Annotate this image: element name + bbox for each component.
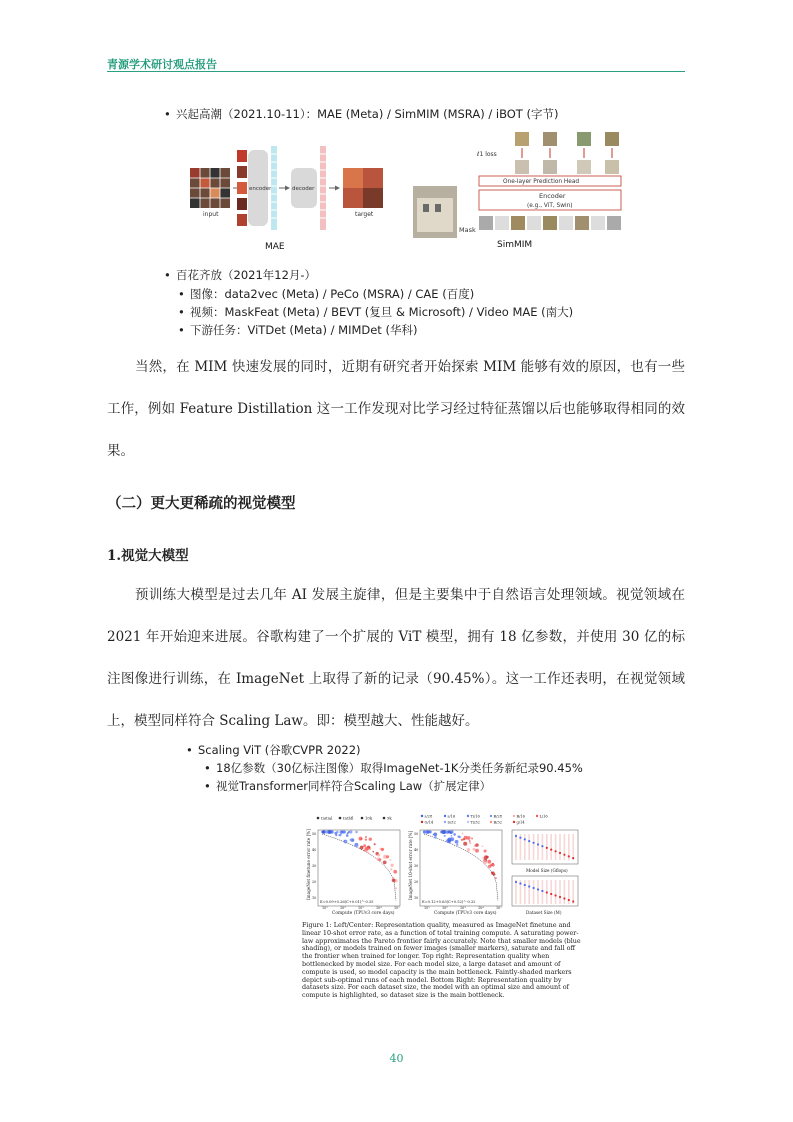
legend-b-label: L/16 (539, 814, 548, 819)
bullet-scaling-vit: • Scaling ViT (谷歌CVPR 2022) (186, 743, 361, 757)
data-point (461, 839, 463, 841)
running-header: 青源学术研讨观点报告 (107, 58, 217, 71)
data-point (350, 839, 353, 842)
bullet-image-text: 图像：data2vec (Meta) / PeCo (MSRA) / CAE (百度) (190, 287, 475, 301)
y-tick-label: 40 (312, 848, 317, 852)
bullet-video-text: 视频：MaskFeat (Meta) / BEVT (复旦 & Microsoft) / Video MAE (南大) (190, 305, 574, 319)
data-point (369, 838, 372, 841)
mae-input-grid (190, 168, 230, 208)
legend-a-marker (339, 817, 342, 820)
data-point (377, 854, 380, 857)
simmim-top-images (515, 132, 619, 174)
legend-right (421, 814, 549, 824)
legend-a-label: Initial (321, 815, 333, 821)
legend-b-label: s/16 (447, 814, 456, 819)
legend-a-label: Intbfl (343, 815, 354, 821)
bullet-downstream-text: 下游任务：ViTDet (Meta) / MIMDet (华科) (190, 323, 418, 337)
data-point (555, 850, 557, 852)
data-point (495, 877, 497, 879)
panel-10shot-frame (420, 830, 502, 906)
header-rule (107, 71, 685, 72)
data-point (365, 836, 367, 838)
data-point (555, 894, 557, 896)
mae-patch-column (237, 150, 247, 226)
mae-decoder-label: decoder (292, 186, 315, 192)
data-point (483, 860, 487, 864)
legend-a-label: 10k (365, 815, 373, 821)
data-point (559, 896, 561, 898)
data-point (541, 845, 543, 847)
data-point (524, 838, 526, 840)
bullet-scaling-vit-text: Scaling ViT (谷歌CVPR 2022) (198, 743, 361, 757)
y-tick-label: 10 (312, 896, 317, 900)
data-point (469, 840, 471, 842)
x-tick-label: 10¹ (424, 906, 430, 910)
data-point (448, 838, 451, 841)
x-tick-label: 10³ (460, 906, 466, 910)
page-number: 40 (389, 1052, 404, 1065)
paragraph-vit: 预训练大模型是过去几年 AI 发展主旋律，但是主要集中于自然语言处理领域。视觉领域在 2021 年开始迎来进展。谷歌构建了一个扩展的 ViT 模型，拥有 18 亿参数，并使用 30 亿的标注图像进行训练，在 ImageNet 上取得了新的记录（90.45%）。这一工作还表明，在视觉领域上，模型同样符合 Scaling Law。即：模型越大、性能越好。 (107, 587, 685, 729)
legend-b-marker (444, 815, 446, 817)
panel-finetune-frame (318, 830, 400, 906)
data-point (433, 832, 437, 836)
data-point (572, 857, 574, 859)
legend-b-label: B/16 (516, 814, 525, 819)
data-point (491, 872, 493, 874)
x-tick-label: 10⁵ (394, 906, 400, 910)
mask-label: Mask (459, 226, 476, 234)
mim-figure (185, 128, 625, 252)
data-point (463, 842, 467, 846)
data-point (442, 830, 446, 834)
data-point (360, 846, 364, 850)
legend-b-marker (536, 815, 538, 817)
x-tick-label: 10¹ (322, 906, 328, 910)
y-tick-label: 40 (414, 848, 419, 852)
data-point (568, 855, 570, 857)
panel2-xlabel: Compute (TPUv3 core days) (434, 911, 497, 916)
data-point (462, 832, 464, 834)
simmim-caption: SimMIM (497, 240, 533, 250)
data-point (453, 833, 456, 836)
data-point (546, 847, 548, 849)
data-point (336, 831, 338, 833)
y-tick-label: 30 (414, 864, 419, 868)
data-point (519, 837, 521, 839)
section-heading: （二）更大更稀疏的视觉模型 (107, 495, 296, 512)
y-tick-label: 50 (312, 832, 317, 836)
legend-b-label: B/32 (493, 820, 502, 825)
bullet-video: • 视频：MaskFeat (Meta) / BEVT (复旦 & Microsoft) / Video MAE (南大) (178, 305, 574, 319)
legend-b-marker (421, 821, 423, 823)
data-point (559, 852, 561, 854)
legend-b-marker (444, 821, 446, 823)
data-point (515, 835, 517, 837)
data-point (346, 834, 349, 837)
scaling-figure (302, 810, 584, 922)
figure-caption: Figure 1: Left/Center: Representation quality, measured as ImageNet finetune and linear 10-shot error rate, as a function of total training compute. A saturating power-law approximates the Pareto frontier fairly accurately. Note that smaller models (blue shading), or models trained on fewer images (smaller markers), saturate and fall off the frontier when trained for longer. Top right: Representation quality when bottlenecked by model size. For each model size, a large dataset and amount of compute is used, so model capacity is the main bottleneck. Faintly-shaded markers depict sub-optimal runs of each model. Bottom Right: Representation quality by datasets size. For each dataset size, the model with an optimal size and amount of compute is highlighted, so dataset size is the main bottleneck. (302, 921, 581, 1000)
mae-output-column (320, 146, 326, 230)
panel1-equation: E=0.09+0.26(C+0.01)^-0.35 (320, 900, 374, 904)
paragraph-mim: 当然，在 MIM 快速发展的同时，近期有研究者开始探索 MIM 能够有效的原因，也有一些工作，例如 Feature Distillation 这一工作发现对比学习经过特征蒸馏以后也能够取得相同的效果。 (107, 359, 685, 459)
data-point (456, 844, 458, 846)
x-tick-label: 10² (442, 906, 448, 910)
y-tick-label: 20 (414, 880, 419, 884)
legend-left (317, 816, 393, 821)
data-point (354, 843, 358, 847)
mae-target-grid (343, 168, 383, 208)
bullet-image: • 图像：data2vec (Meta) / PeCo (MSRA) / CAE (百度) (178, 287, 475, 301)
data-point (533, 887, 535, 889)
y-tick-label: 20 (312, 880, 317, 884)
data-point (471, 838, 473, 840)
legend-b-marker (490, 821, 492, 823)
legend-b-marker (467, 821, 469, 823)
data-point (381, 848, 384, 851)
panel1-xlabel: Compute (TPUv3 core days) (332, 911, 395, 916)
data-point (487, 860, 491, 864)
data-point (469, 842, 471, 844)
mae-input-label: input (203, 211, 219, 218)
legend-a-marker (361, 817, 364, 820)
data-point (541, 890, 543, 892)
data-point (390, 868, 392, 870)
legend-b-marker (421, 815, 423, 817)
data-point (451, 835, 453, 837)
data-point (546, 891, 548, 893)
subsection-heading: 1.视觉大模型 (107, 548, 189, 564)
bullet-scaling-law-text: 视觉Transformer同样符合Scaling Law（扩展定律） (216, 779, 492, 793)
data-point (390, 864, 393, 867)
panel3-xlabel: Model Size (Gflops) (526, 868, 568, 873)
data-point (349, 830, 352, 833)
prediction-head-label: One-layer Prediction Head (503, 179, 580, 185)
data-point (355, 831, 358, 834)
x-tick-label: 10⁴ (376, 906, 382, 910)
legend-b-label: G/14 (424, 820, 434, 825)
data-point (482, 845, 484, 847)
legend-b-label: Ti/16 (470, 814, 480, 819)
data-point (331, 830, 334, 833)
bullet-scaling-law: • 视觉Transformer同样符合Scaling Law（扩展定律） (204, 779, 492, 793)
data-point (434, 836, 437, 839)
data-point (393, 877, 395, 879)
data-point (528, 885, 530, 887)
data-point (339, 831, 342, 834)
data-point (484, 855, 488, 859)
x-tick-label: 10⁴ (478, 906, 484, 910)
bullet-downstream: • 下游任务：ViTDet (Meta) / MIMDet (华科) (178, 323, 418, 337)
data-point (365, 838, 367, 840)
x-tick-label: 10⁵ (496, 906, 502, 910)
data-point (383, 861, 387, 865)
data-point (528, 840, 530, 842)
mae-caption: MAE (265, 242, 285, 252)
legend-b-label: S/32 (447, 820, 456, 825)
data-point (475, 843, 478, 846)
bullet-18b: • 18亿参数（30亿标注图像）取得ImageNet-1K分类任务新纪录90.45% (204, 761, 583, 775)
legend-b-marker (513, 821, 515, 823)
panel4-xlabel: Dataset Size (M) (526, 910, 562, 915)
data-point (484, 850, 487, 853)
data-point (365, 847, 369, 851)
data-point (473, 848, 476, 851)
data-point (325, 830, 328, 833)
data-point (467, 848, 470, 851)
data-point (515, 881, 517, 883)
panel1-ylabel: ImageNet finetune error rate [%] (306, 829, 311, 900)
bullet-18b-text: 18亿参数（30亿标注图像）取得ImageNet-1K分类任务新纪录90.45% (216, 761, 583, 775)
mae-target-label: target (355, 211, 374, 218)
data-point (322, 830, 326, 834)
data-point (423, 831, 426, 834)
data-point (335, 834, 337, 836)
legend-a-marker (383, 817, 386, 820)
legend-b-label: s/28 (424, 814, 433, 819)
y-tick-label: 10 (414, 896, 419, 900)
legend-a-label: 9k (387, 815, 392, 821)
data-point (492, 864, 495, 867)
data-point (563, 897, 565, 899)
data-point (463, 838, 465, 840)
bullet-bloom: • 百花齐放（2021年12月-） (164, 268, 317, 282)
y-tick-label: 50 (414, 832, 419, 836)
simmim-token-row (479, 216, 621, 230)
data-point (519, 882, 521, 884)
data-point (467, 836, 471, 840)
data-point (524, 884, 526, 886)
legend-b-marker (467, 815, 469, 817)
data-point (393, 870, 397, 874)
data-point (550, 849, 552, 851)
legend-b-marker (513, 815, 515, 817)
data-point (392, 878, 396, 882)
data-point (572, 900, 574, 902)
data-point (343, 830, 346, 833)
data-point (444, 835, 446, 837)
data-point (344, 840, 348, 844)
data-point (563, 854, 565, 856)
y-tick-label: 30 (312, 864, 317, 868)
data-point (533, 842, 535, 844)
legend-a-marker (317, 817, 320, 820)
data-point (379, 858, 382, 861)
panel2-ylabel: ImageNet 10-shot error rate [%] (408, 830, 413, 900)
simmim-encoder-title: Encoder (539, 192, 566, 200)
legend-b-label: B/28 (493, 814, 502, 819)
data-point (448, 830, 451, 833)
data-point (537, 843, 539, 845)
data-point (488, 865, 491, 868)
data-point (340, 835, 342, 837)
data-point (386, 855, 389, 858)
legend-b-marker (490, 815, 492, 817)
legend-b-label: Ti/32 (470, 820, 480, 825)
x-tick-label: 10³ (358, 906, 364, 910)
mae-latent-column (271, 146, 277, 230)
data-point (459, 836, 461, 838)
mae-encoder-label: encoder (249, 186, 272, 192)
data-point (363, 844, 366, 847)
simmim-encoder-sub: (e.g., ViT, Swin) (527, 203, 573, 209)
legend-b-label: g/14 (516, 820, 525, 825)
data-point (395, 887, 397, 889)
bullet-rise: • 兴起高潮（2021.10-11）：MAE (Meta) / SimMIM (MSRA) / iBOT (字节) (164, 107, 559, 121)
data-point (428, 831, 430, 833)
bullet-rise-text: 兴起高潮（2021.10-11）：MAE (Meta) / SimMIM (MSRA) / iBOT (字节) (176, 107, 559, 121)
simmim-input-image (413, 186, 457, 238)
data-point (537, 888, 539, 890)
panel2-equation: E=0.12+0.63(C+0.52)^-0.32 (422, 900, 476, 904)
data-point (455, 841, 457, 843)
data-point (372, 851, 374, 853)
data-point (457, 836, 459, 838)
data-point (568, 899, 570, 901)
data-point (550, 893, 552, 895)
data-point (374, 843, 376, 845)
data-point (359, 837, 363, 841)
data-point (475, 849, 479, 853)
data-point (390, 859, 392, 861)
bullet-bloom-text: 百花齐放（2021年12月-） (176, 268, 317, 282)
x-tick-label: 10² (340, 906, 346, 910)
l1-loss-label: ℓ1 loss (477, 151, 497, 158)
data-point (368, 852, 370, 854)
